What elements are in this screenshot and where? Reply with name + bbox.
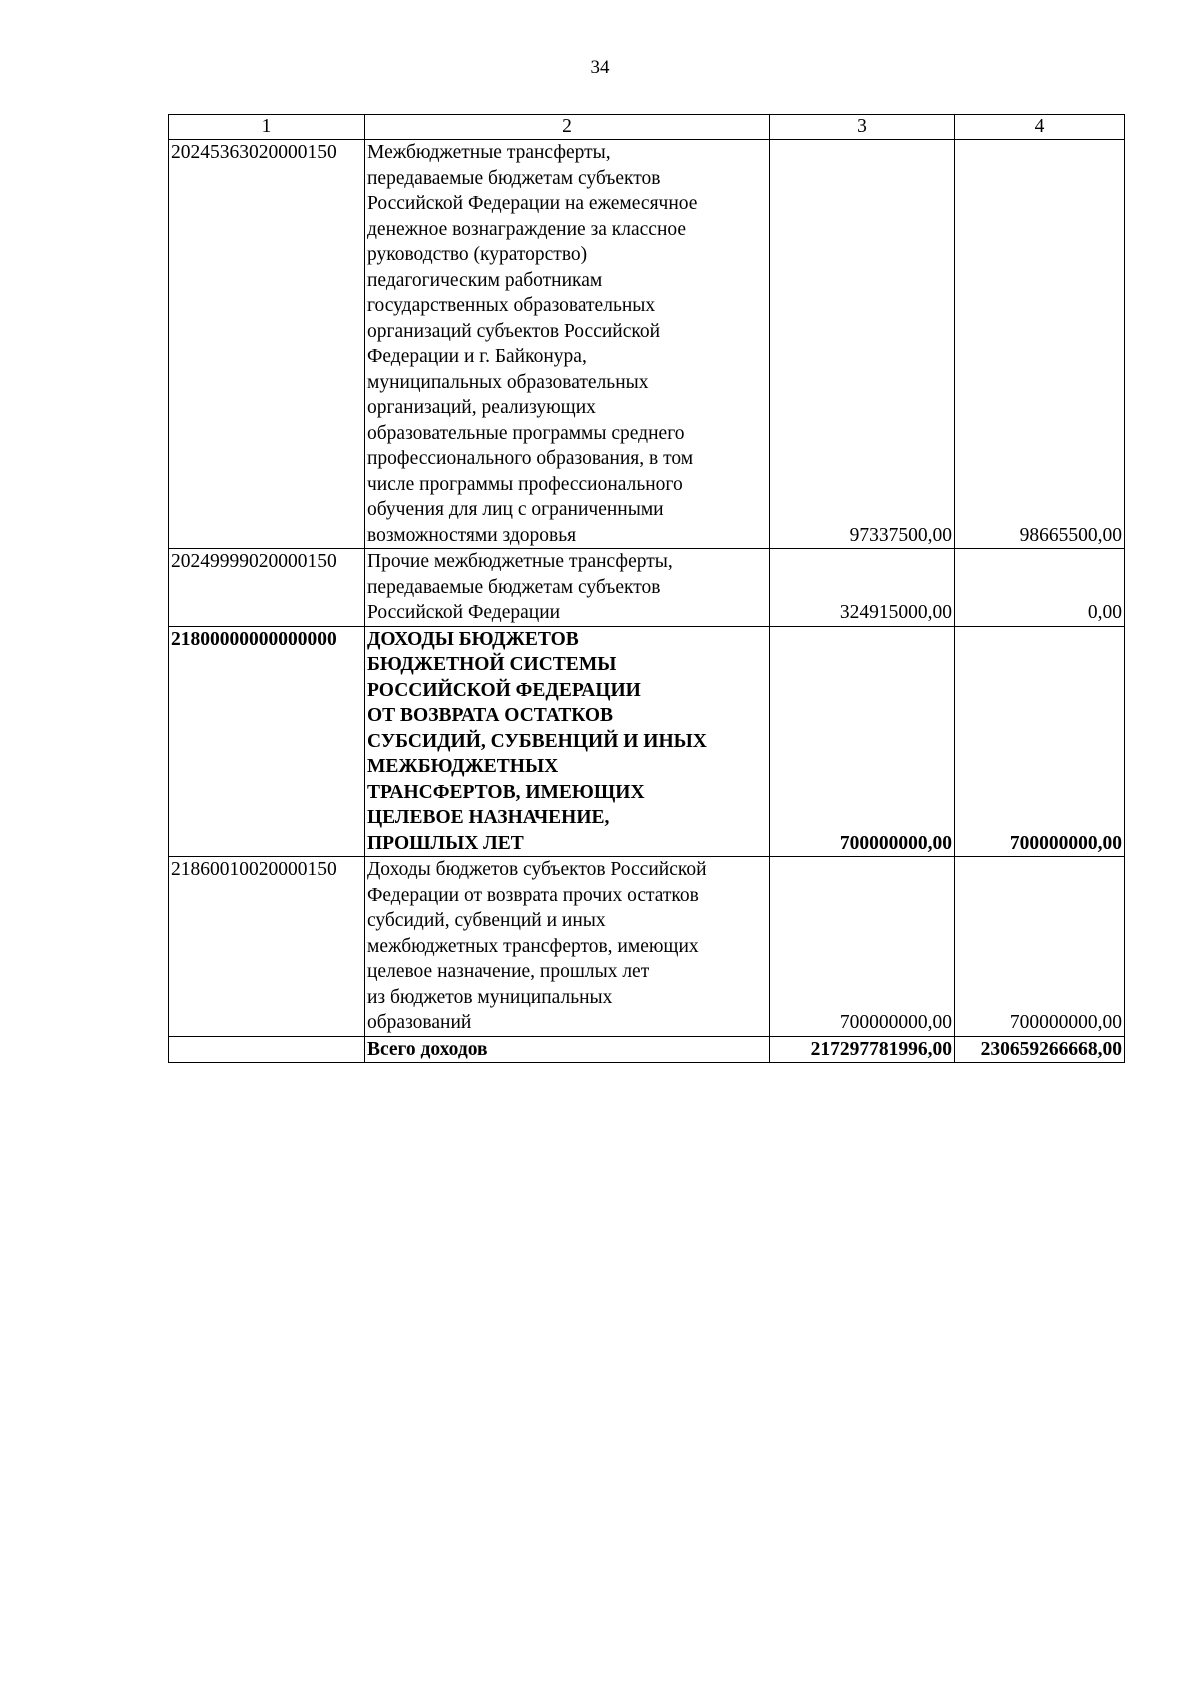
total-code: [169, 1036, 365, 1063]
amount-column-4: 700000000,00: [955, 626, 1125, 857]
amount-column-3: 700000000,00: [770, 857, 955, 1037]
revenue-code: 20245363020000150: [169, 140, 365, 549]
amount-column-3: 324915000,00: [770, 549, 955, 627]
table-row: [169, 140, 1125, 549]
amount-column-4: 98665500,00: [955, 140, 1125, 549]
total-column-3: 217297781996,00: [770, 1036, 955, 1063]
revenue-code: 20249999020000150: [169, 549, 365, 627]
column-header-4: 4: [955, 115, 1125, 140]
amount-column-4: 0,00: [955, 549, 1125, 627]
table-header-row: [169, 115, 1125, 140]
table-row-section-heading: [169, 626, 1125, 857]
total-column-4: 230659266668,00: [955, 1036, 1125, 1063]
revenue-code: 21800000000000000: [169, 626, 365, 857]
amount-column-3: 700000000,00: [770, 626, 955, 857]
table-row: [169, 549, 1125, 627]
total-label: Всего доходов: [365, 1036, 770, 1063]
amount-column-4: 700000000,00: [955, 857, 1125, 1037]
column-header-2: 2: [365, 115, 770, 140]
column-header-1: 1: [169, 115, 365, 140]
revenue-code: 21860010020000150: [169, 857, 365, 1037]
revenue-name: Межбюджетные трансферты, передаваемые бюджетам субъектов Российской Федерации на ежемесячное денежное вознаграждение за классное руководство (кураторство) педагогическим работникам государственных образовательных организаций субъектов Российской Федерации и г. Байконура, муниципальных образовательных организаций, реализующих образовательные программы среднего профессионального образования, в том числе программы профессионального обучения для лиц с ограниченными возможностями здоровья: [365, 140, 770, 549]
column-header-3: 3: [770, 115, 955, 140]
revenue-name: Прочие межбюджетные трансферты, передаваемые бюджетам субъектов Российской Федерации: [365, 549, 770, 627]
table-row: [169, 857, 1125, 1037]
revenue-name: Доходы бюджетов субъектов Российской Федерации от возврата прочих остатков субсидий, субвенций и иных межбюджетных трансфертов, имеющих целевое назначение, прошлых лет из бюджетов муниципальных образований: [365, 857, 770, 1037]
revenue-name: ДОХОДЫ БЮДЖЕТОВ БЮДЖЕТНОЙ СИСТЕМЫ РОССИЙСКОЙ ФЕДЕРАЦИИ ОТ ВОЗВРАТА ОСТАТКОВ СУБСИДИЙ, СУБВЕНЦИЙ И ИНЫХ МЕЖБЮДЖЕТНЫХ ТРАНСФЕРТОВ, ИМЕЮЩИХ ЦЕЛЕВОЕ НАЗНАЧЕНИЕ, ПРОШЛЫХ ЛЕТ: [365, 626, 770, 857]
table-total-row: [169, 1036, 1125, 1063]
budget-revenue-table: [168, 114, 1125, 1063]
amount-column-3: 97337500,00: [770, 140, 955, 549]
page-number: 34: [590, 57, 610, 78]
